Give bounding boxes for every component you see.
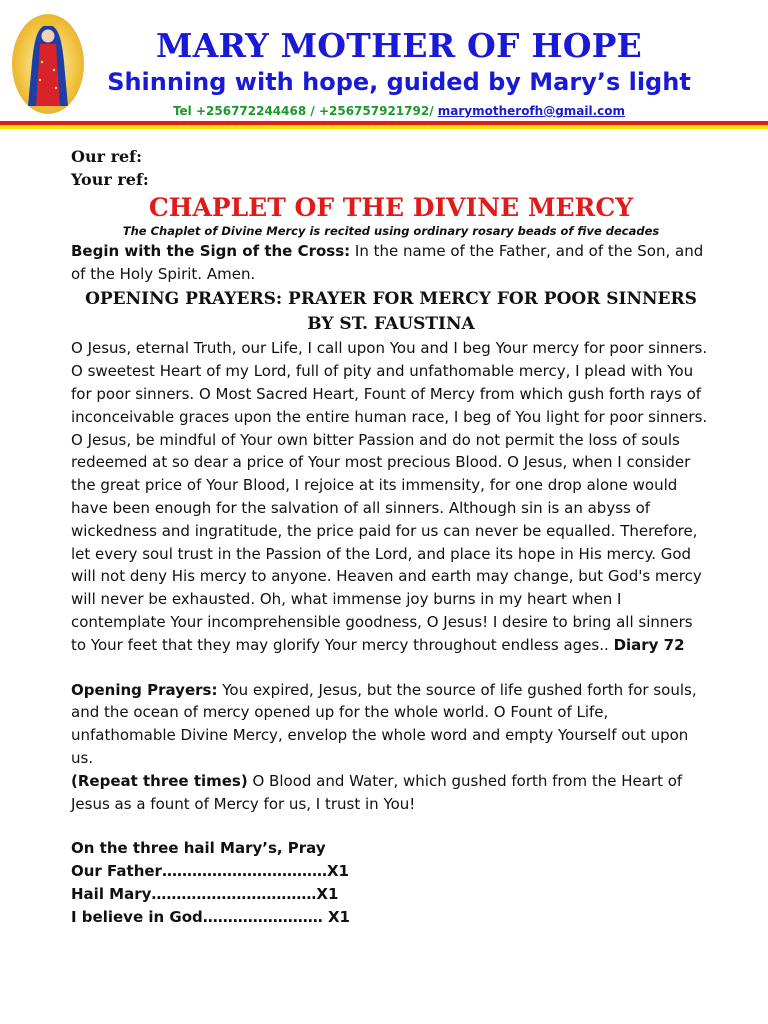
prayer-item-creed: I believe in God…………………… X1 [71,907,350,926]
faustina-citation: Diary 72 [613,635,685,654]
contact-email-link[interactable]: marymotherofh@gmail.com [437,104,626,118]
sign-of-cross-label: Begin with the Sign of the Cross: [71,241,351,260]
opening-prayers-text: You expired, Jesus, but the source of life gushed forth for souls, and the ocean of mercy opened up for the whole world. O Fount of Life, unfathomable Divine Mercy, envelop the whole word and empty Yourself out upon us. [71,680,697,767]
contact-phones: Tel +256772244468 / +256757921792/ [172,104,438,118]
document-subtitle: The Chaplet of Divine Mercy is recited using ordinary rosary beads of five decades [122,223,660,238]
prayer-item-our-father: Our Father……………………………X1 [71,862,349,881]
prayer-item-hail-mary: Hail Mary……………………………X1 [71,884,339,903]
sign-of-cross-paragraph [71,240,711,286]
repeat-paragraph [71,770,711,816]
opening-prayers-label: Opening Prayers: [71,680,218,699]
contact-line [90,104,708,118]
letterhead [0,0,768,125]
document-body [71,145,711,929]
document-title: CHAPLET OF THE DIVINE MERCY [148,193,634,222]
spacer [71,815,711,837]
spacer [71,657,711,679]
tagline: Shinning with hope, guided by Mary’s light [107,68,691,96]
opening-section-title: OPENING PRAYERS: PRAYER FOR MERCY FOR POOR SINNERS BY ST. FAUSTINA [85,289,697,335]
org-name: MARY MOTHER OF HOPE [155,26,643,65]
our-ref: Our ref: [71,147,142,166]
your-ref: Your ref: [71,170,149,189]
repeat-label: (Repeat three times) [71,771,248,790]
faustina-prayer-text: O Jesus, eternal Truth, our Life, I call upon You and I beg Your mercy for poor sinners. O sweetest Heart of my Lord, full of pity and unfathomable mercy, I plead with You for poor sinners. O Most Sacred Heart, Fount of Mercy from which gush forth rays of inconceivable graces upon the entire human race, I beg of You light for poor sinners. O Jesus, be mindful of Your own bitter Passion and do not permit the loss of souls redeemed at so dear a price of Your most precious Blood. O Jesus, when I consider the great price of Your Blood, I rejoice at its immensity, for one drop alone would have been enough for the salvation of all sinners. Although sin is an abyss of wickedness and ingratitude, the price paid for us can never be equalled. Therefore, let every soul trust in the Passion of the Lord, and place its hope in His mercy. God will not deny His mercy to anyone. Heaven and earth may change, but God's mercy will never be exhausted. Oh, what immense joy burns in my heart when I contemplate Your incomprehensible goodness, O Jesus! I desire to bring all sinners to Your feet that they may glorify Your mercy throughout endless ages.. [71,339,708,654]
repeat-text: O Blood and Water, which gushed forth from the Heart of Jesus as a fount of Mercy for us, I trust in You! [71,771,683,813]
opening-prayers-paragraph [71,679,711,770]
virgin-mary-logo-icon [12,14,84,114]
hail-marys-heading: On the three hail Mary’s, Pray [71,839,326,858]
yellow-divider [0,125,768,129]
faustina-prayer-paragraph [71,337,711,656]
sign-of-cross-text: In the name of the Father, and of the Son, and of the Holy Spirit. Amen. [71,241,704,283]
